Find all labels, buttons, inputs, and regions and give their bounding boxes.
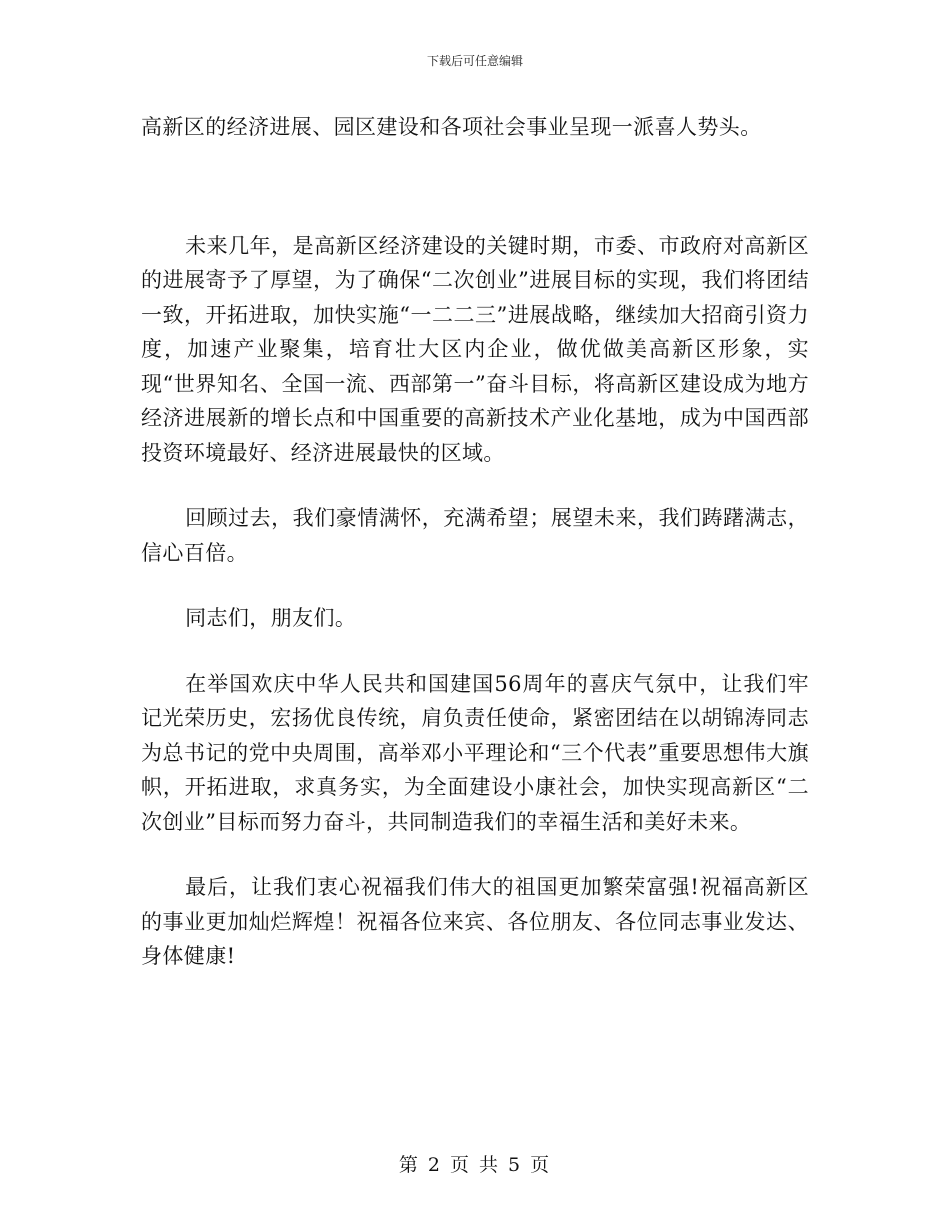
- paragraph-celebration: 在举国欢庆中华人民共和国建国56周年的喜庆气氛中，让我们牢记光荣历史，宏扬优良传统，肩负责任使命，紧密团结在以胡锦涛同志为总书记的党中央周围，高举邓小平理论和“三个代表”重要思想伟大旗帜，开拓进取，求真务实，为全面建设小康社会，加快实现高新区“二次创业”目标而努力奋斗，共同制造我们的幸福生活和美好未来。: [141, 671, 809, 834]
- document-body: [141, 110, 809, 974]
- paragraph-continuation: 高新区的经济进展、园区建设和各项社会事业呈现一派喜人势头。: [141, 115, 762, 139]
- page-header: 下载后可任意编辑: [426, 54, 523, 68]
- page-number-footer: 第 2 页 共 5 页: [398, 1154, 552, 1176]
- paragraph-future-plans: 未来几年，是高新区经济建设的关键时期，市委、市政府对高新区的进展寄予了厚望，为了确保“二次创业”进展目标的实现，我们将团结一致，开拓进取，加快实施“一二二三”进展战略，继续加大招商引资力度，加速产业聚集，培育壮大区内企业，做优做美高新区形象，实现“世界知名、全国一流、西部第一”奋斗目标，将高新区建设成为地方经济进展新的增长点和中国重要的高新技术产业化基地，成为中国西部投资环境最好、经济进展最快的区域。: [141, 233, 809, 465]
- paragraph-blessings: 最后，让我们衷心祝福我们伟大的祖国更加繁荣富强!祝福高新区的事业更加灿烂辉煌！祝福各位来宾、各位朋友、各位同志事业发达、身体健康!: [141, 875, 809, 968]
- paragraph-retrospect: 回顾过去，我们豪情满怀，充满希望；展望未来，我们踌躇满志，信心百倍。: [141, 506, 809, 565]
- paragraph-salutation: 同志们，朋友们。: [185, 606, 357, 630]
